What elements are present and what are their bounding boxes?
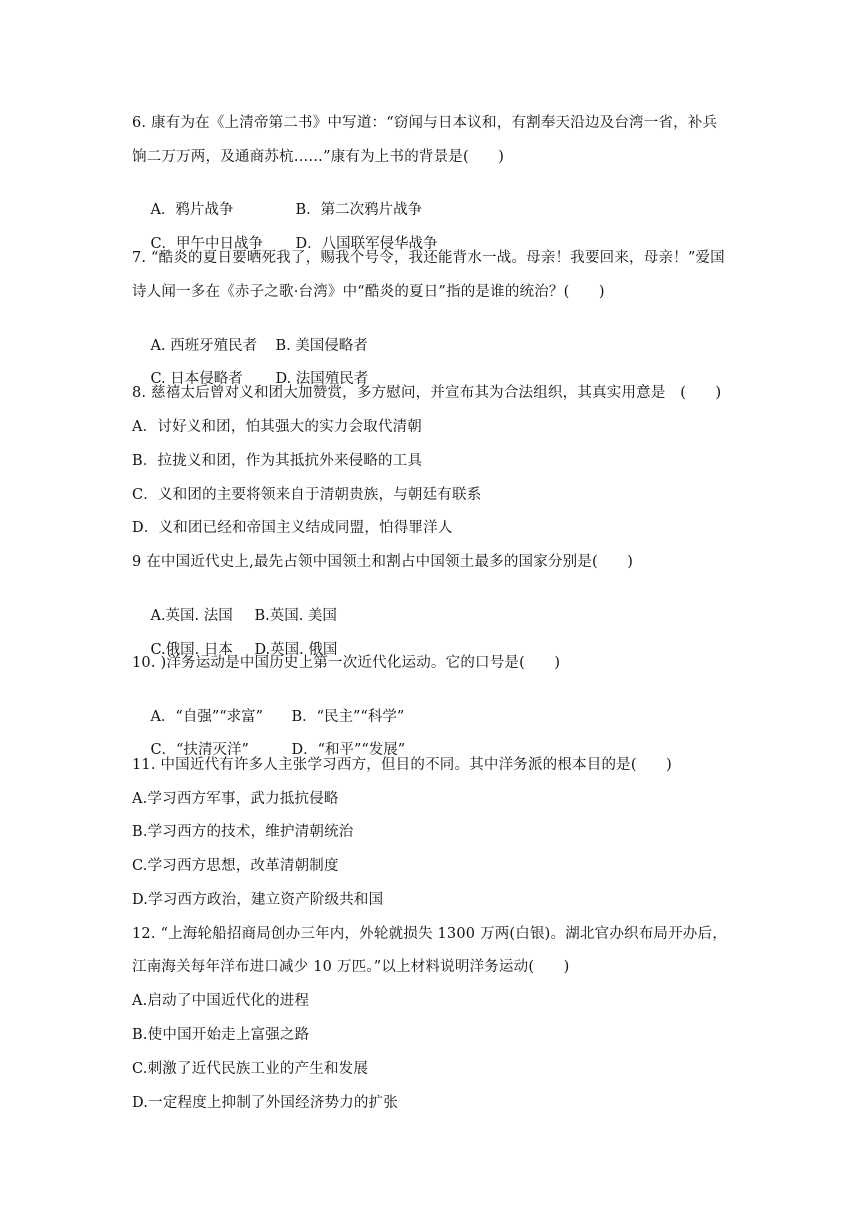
question-7-option-c: C. 日本侵略者 — [150, 371, 243, 387]
question-10-option-c: C．“扶清灭洋” — [150, 742, 249, 758]
question-8-option-c: C．义和团的主要将领来自于清朝贵族，与朝廷有联系 — [132, 487, 482, 503]
question-11-option-b: B.学习西方的技术，维护清朝统治 — [132, 824, 354, 840]
question-11-option-d: D.学习西方政治，建立资产阶级共和国 — [132, 892, 384, 908]
question-10-option-b: B．“民主”“科学” — [291, 709, 405, 725]
question-9-option-c: C.俄国. 日本 — [150, 642, 233, 658]
question-7-option-b: B. 美国侵略者 — [275, 338, 368, 354]
question-10-stem: 10. )洋务运动是中国历史上第一次近代化运动。它的口号是( ) — [132, 655, 561, 671]
question-11-option-a: A.学习西方军事，武力抵抗侵略 — [132, 791, 339, 807]
question-12-option-d: D.一定程度上抑制了外国经济势力的扩张 — [132, 1095, 399, 1111]
question-6-stem-line-1: 6. 康有为在《上清帝第二书》中写道：“窃闻与日本议和，有割奉天沿边及台湾一省，补兵 — [132, 115, 718, 131]
question-6-option-a: A．鸦片战争 — [150, 202, 234, 218]
question-8-option-b: B．拉拢义和团，作为其抵抗外来侵略的工具 — [132, 453, 423, 469]
question-6-stem-line-2: 饷二万万两，及通商苏杭……”康有为上书的背景是( ) — [132, 149, 505, 165]
question-9-option-d: D.英国. 俄国 — [254, 642, 338, 658]
question-8-option-a: A．讨好义和团，怕其强大的实力会取代清朝 — [132, 419, 422, 435]
question-10-option-d: D．“和平”“发展” — [291, 742, 406, 758]
question-12-stem-line-1: 12. “上海轮船招商局创办三年内，外轮就损失 1300 万两(白银)。湖北官办织布局开办后， — [132, 926, 727, 942]
question-7-option-a: A. 西班牙殖民者 — [150, 338, 258, 354]
question-12-stem-line-2: 江南海关每年洋布进口减少 10 万匹。”以上材料说明洋务运动( ) — [132, 959, 570, 975]
question-7-option-d: D. 法国殖民者 — [275, 371, 369, 387]
question-12-option-a: A.启动了中国近代化的进程 — [132, 993, 310, 1009]
question-7-stem-line-1: 7. “酷炎的夏日要晒死我了，赐我个号令，我还能背水一战。母亲！我要回来，母亲！”爱国 — [132, 250, 725, 266]
question-12-option-b: B.使中国开始走上富强之路 — [132, 1027, 310, 1043]
question-11-stem: 11. 中国近代有许多人主张学习西方，但目的不同。其中洋务派的根本目的是( ) — [132, 757, 672, 773]
question-8-option-d: D．义和团已经和帝国主义结成同盟，怕得罪洋人 — [132, 520, 453, 536]
question-6-option-c: C．甲午中日战争 — [150, 236, 264, 252]
question-9-option-b: B.英国. 美国 — [254, 608, 337, 624]
question-6-option-d: D．八国联军侵华战争 — [295, 236, 438, 252]
question-8-stem: 8. 慈禧太后曾对义和团大加赞赏，多方慰问，并宣布其为合法组织，其真实用意是 ( ) — [132, 385, 722, 401]
question-11-option-c: C.学习西方思想，改革清朝制度 — [132, 858, 339, 874]
question-12-option-c: C.刺激了近代民族工业的产生和发展 — [132, 1061, 369, 1077]
question-10-option-a: A．“自强”“求富” — [150, 709, 264, 725]
question-7-stem-line-2: 诗人闻一多在《赤子之歌·台湾》中“酷炎的夏日”指的是谁的统治？( ) — [132, 284, 605, 300]
question-9-option-a: A.英国. 法国 — [150, 608, 233, 624]
question-9-stem: 9 在中国近代史上,最先占领中国领土和割占中国领土最多的国家分别是( ) — [132, 554, 634, 570]
question-6-option-b: B．第二次鸦片战争 — [295, 202, 423, 218]
